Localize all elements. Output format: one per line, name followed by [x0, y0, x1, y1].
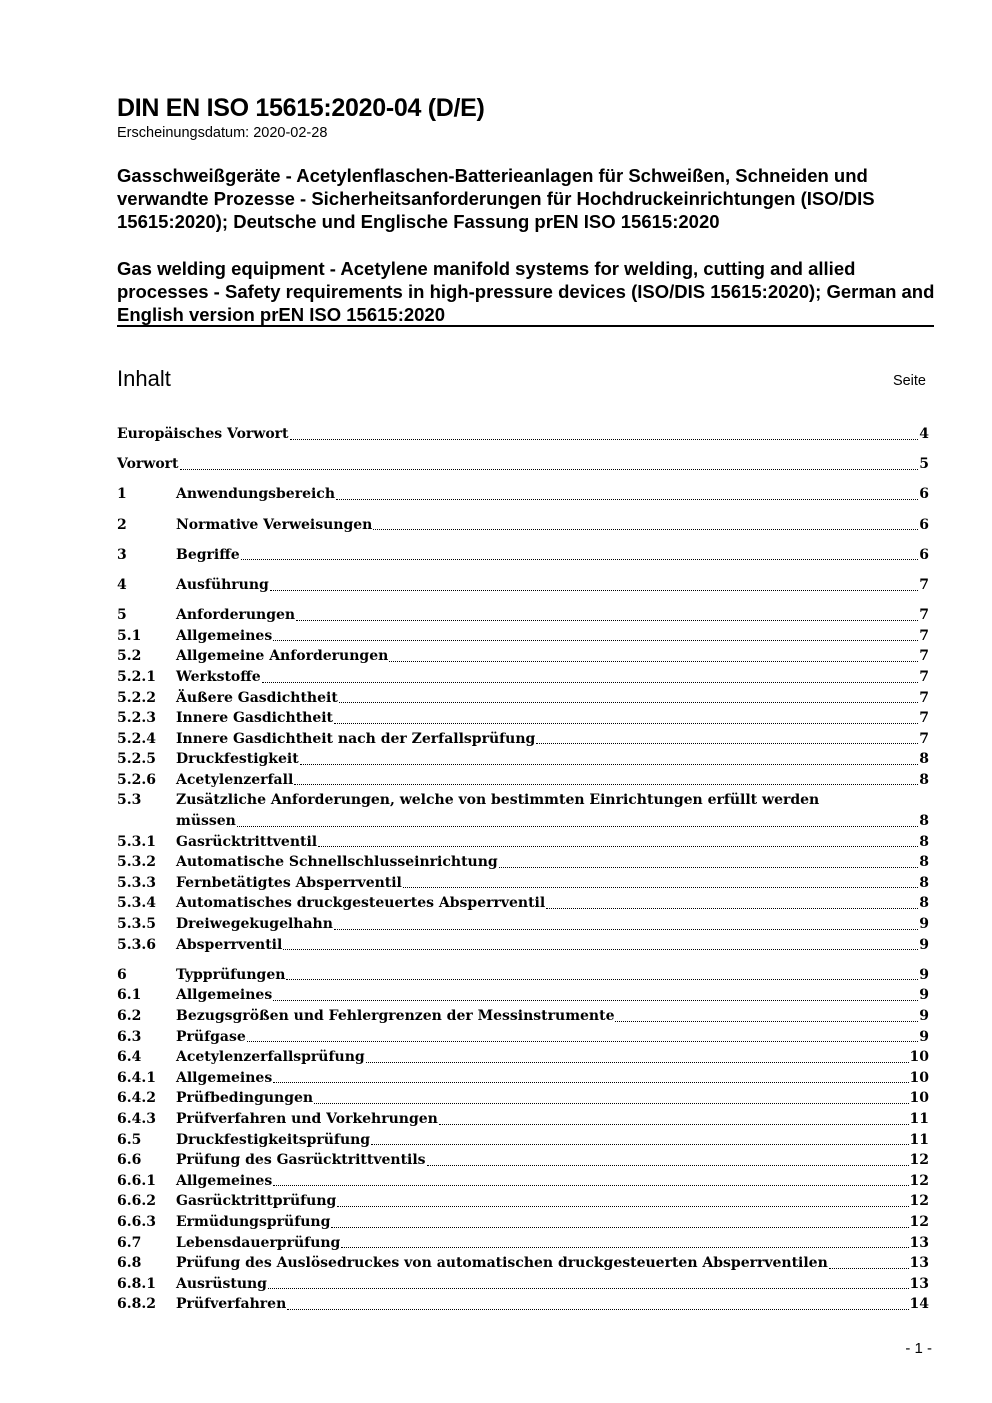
- toc-entry[interactable]: [117, 729, 929, 750]
- toc-entry-label: Automatisches druckgesteuertes Absperrventil: [176, 895, 546, 912]
- toc-leader-dots: [290, 438, 918, 440]
- toc-entry[interactable]: [117, 1109, 929, 1130]
- toc-entry-number: 6.6.1: [117, 1172, 156, 1189]
- toc-entry-label: Allgemeine Anforderungen: [176, 648, 389, 665]
- toc-entry-page: 9: [919, 987, 929, 1004]
- toc-entry-page: 7: [919, 710, 929, 727]
- toc-entry-number: 5.2.3: [117, 710, 156, 727]
- toc-entry-number: 5.3.2: [117, 854, 156, 871]
- toc-entry-page: 7: [919, 668, 929, 685]
- toc-entry[interactable]: [117, 484, 929, 505]
- toc-entry-continuation[interactable]: [117, 811, 929, 832]
- toc-entry[interactable]: [117, 832, 929, 853]
- toc-entry[interactable]: [117, 688, 929, 709]
- toc-entry-page: 8: [919, 751, 929, 768]
- toc-leader-dots: [546, 907, 918, 909]
- toc-entry-label: Druckfestigkeitsprüfung: [176, 1131, 371, 1148]
- toc-heading: Inhalt: [117, 366, 171, 391]
- toc-entry[interactable]: [117, 1150, 929, 1171]
- toc-entry-label: Werkstoffe: [176, 668, 261, 685]
- toc-entry-label: Innere Gasdichtheit: [176, 710, 334, 727]
- toc-entry-number: 5.2.6: [117, 771, 156, 788]
- toc-leader-dots: [439, 1123, 909, 1125]
- toc-entry[interactable]: [117, 575, 929, 596]
- toc-entry[interactable]: [117, 667, 929, 688]
- toc-entry[interactable]: [117, 893, 929, 914]
- toc-entry-label: Anwendungsbereich: [176, 486, 335, 503]
- toc-entry-page: 11: [909, 1131, 929, 1148]
- toc-leader-dots: [337, 1205, 908, 1207]
- toc-entry-number: 6.7: [117, 1234, 142, 1251]
- toc-entry-page: 9: [919, 916, 929, 933]
- toc-entry[interactable]: [117, 790, 929, 811]
- toc-entry[interactable]: [117, 1233, 929, 1254]
- toc-entry[interactable]: [117, 708, 929, 729]
- toc-entry-page: 5: [919, 456, 929, 473]
- toc-leader-dots: [287, 1308, 908, 1310]
- toc-leader-dots: [499, 866, 918, 868]
- toc-entry-page: 12: [909, 1152, 929, 1169]
- toc-entry-label: Automatische Schnellschlusseinrichtung: [176, 854, 498, 871]
- toc-leader-dots: [336, 498, 918, 500]
- toc-entry[interactable]: [117, 1130, 929, 1151]
- toc-entry-page: 12: [909, 1172, 929, 1189]
- toc-entry[interactable]: [117, 1212, 929, 1233]
- toc-leader-dots: [427, 1164, 909, 1166]
- toc-entry-label: Acetylenzerfallsprüfung: [176, 1049, 365, 1066]
- toc-entry-label: Allgemeines: [176, 1172, 273, 1189]
- toc-entry-number: 6.6.2: [117, 1193, 156, 1210]
- toc-entry[interactable]: [117, 1088, 929, 1109]
- toc-leader-dots: [373, 528, 918, 530]
- toc-entry-label: Fernbetätigtes Absperrventil: [176, 874, 402, 891]
- toc-entry-label: Dreiwegekugelhahn: [176, 916, 333, 933]
- toc-entry-number: 6.8.1: [117, 1275, 156, 1292]
- toc-entry-number: 6.4: [117, 1049, 142, 1066]
- toc-entry-page: 11: [909, 1110, 929, 1127]
- toc-entry-label: Vorwort: [117, 456, 179, 473]
- toc-leader-dots: [262, 681, 918, 683]
- toc-entry[interactable]: [117, 965, 929, 986]
- title-english: Gas welding equipment - Acetylene manifold systems for welding, cutting and allied processes - Safety requirements in high-pressure devices (ISO/DIS 15615:2020); German and English version prEN ISO 15615:2020: [117, 258, 935, 325]
- toc-entry-page: 10: [909, 1090, 929, 1107]
- toc-entry-number: 6.6.3: [117, 1213, 156, 1230]
- toc-page-column-label: Seite: [892, 373, 926, 389]
- title-divider: [117, 325, 934, 327]
- toc-entry[interactable]: [117, 1171, 929, 1192]
- toc-entry-number: 6.5: [117, 1131, 142, 1148]
- toc-leader-dots: [334, 928, 918, 930]
- toc-entry-page: 10: [909, 1069, 929, 1086]
- toc-entry[interactable]: [117, 626, 929, 647]
- toc-entry-label: Typprüfungen: [176, 966, 286, 983]
- toc-entry[interactable]: [117, 1191, 929, 1212]
- toc-entry-label: Prüfung des Auslösedruckes von automatischen druckgesteuerten Absperrventilen: [176, 1255, 828, 1272]
- toc-entry[interactable]: [117, 1274, 929, 1295]
- toc-leader-dots: [331, 1226, 908, 1228]
- toc-entry-number: 6.8: [117, 1255, 142, 1272]
- toc-entry[interactable]: [117, 1294, 929, 1315]
- toc-entry-label: Ausführung: [176, 576, 269, 593]
- toc-entry-page: 13: [909, 1255, 929, 1272]
- toc-entry-page: 10: [909, 1049, 929, 1066]
- toc-entry-number: 5.3.5: [117, 916, 156, 933]
- toc-entry-page: 7: [919, 648, 929, 665]
- toc-leader-dots: [389, 660, 918, 662]
- toc-leader-dots: [273, 999, 918, 1001]
- toc-leader-dots: [283, 948, 918, 950]
- toc-entry-label: Äußere Gasdichtheit: [176, 689, 338, 706]
- toc-entry-number: 5.2.2: [117, 689, 156, 706]
- toc-entry-page: 7: [919, 576, 929, 593]
- toc-entry-page: 7: [919, 627, 929, 644]
- toc-entry[interactable]: [117, 1047, 929, 1068]
- toc-leader-dots: [314, 1102, 908, 1104]
- toc-entry-number: 5.3.1: [117, 833, 156, 850]
- toc-entry-page: 7: [919, 730, 929, 747]
- toc-entry-number: 6.6: [117, 1152, 142, 1169]
- toc-entry[interactable]: [117, 1027, 929, 1048]
- toc-entry-page: 12: [909, 1213, 929, 1230]
- toc-leader-dots: [366, 1061, 909, 1063]
- publication-date: Erscheinungsdatum: 2020-02-28: [117, 125, 328, 141]
- toc-entry-label: Gasrücktrittprüfung: [176, 1193, 337, 1210]
- toc-leader-dots: [180, 468, 918, 470]
- toc-leader-dots: [273, 639, 918, 641]
- toc-entry-page: 9: [919, 936, 929, 953]
- toc-entry[interactable]: [117, 914, 929, 935]
- toc-entry-page: 8: [919, 895, 929, 912]
- toc-entry-number: 6.1: [117, 987, 142, 1004]
- toc-leader-dots: [339, 701, 918, 703]
- toc-leader-dots: [237, 825, 918, 827]
- toc-entry-number: 4: [117, 576, 127, 593]
- toc-leader-dots: [273, 1081, 908, 1083]
- toc-entry[interactable]: [117, 1068, 929, 1089]
- toc-entry[interactable]: [117, 935, 929, 956]
- toc-entry-label: Prüfverfahren und Vorkehrungen: [176, 1110, 438, 1127]
- toc-leader-dots: [241, 558, 918, 560]
- toc-entry[interactable]: [117, 515, 929, 536]
- toc-entry-page: 9: [919, 966, 929, 983]
- toc-entry-label: Ausrüstung: [176, 1275, 267, 1292]
- toc-entry-label: Allgemeines: [176, 987, 273, 1004]
- toc-entry-label: Acetylenzerfall: [176, 771, 294, 788]
- toc-leader-dots: [300, 763, 918, 765]
- toc-entry-page: 6: [919, 486, 929, 503]
- toc-entry-number: 6: [117, 966, 127, 983]
- toc-entry-label: Prüfbedingungen: [176, 1090, 314, 1107]
- toc-leader-dots: [273, 1184, 908, 1186]
- toc-entry-number: 5.3.6: [117, 936, 156, 953]
- toc-entry-label: Normative Verweisungen: [176, 516, 373, 533]
- toc-entry-number: 6.4.2: [117, 1090, 156, 1107]
- toc-entry-label: Druckfestigkeit: [176, 751, 299, 768]
- toc-entry[interactable]: [117, 770, 929, 791]
- toc-leader-dots: [294, 783, 918, 785]
- toc-leader-dots: [829, 1267, 909, 1269]
- toc-entry-page: 8: [919, 771, 929, 788]
- toc-entry-page: 6: [919, 516, 929, 533]
- toc-entry-page: 9: [919, 1008, 929, 1024]
- toc-entry-label: Prüfung des Gasrücktrittventils: [176, 1152, 426, 1169]
- toc-entry-number: 5.2: [117, 648, 142, 665]
- toc-entry-number: 5: [117, 607, 127, 624]
- toc-entry-page: 7: [919, 689, 929, 706]
- toc-entry-label: Lebensdauerprüfung: [176, 1234, 341, 1251]
- toc-entry-number: 6.3: [117, 1028, 142, 1045]
- toc-entry-number: 6.2: [117, 1008, 142, 1024]
- toc-leader-dots: [403, 886, 918, 888]
- toc-entry-label: Begriffe: [176, 546, 240, 563]
- toc-entry-label: Bezugsgrößen und Fehlergrenzen der Messinstrumente: [176, 1008, 615, 1024]
- title-german: Gasschweißgeräte - Acetylenflaschen-Batterieanlagen für Schweißen, Schneiden und verwandte Prozesse - Sicherheitsanforderungen für Hochdruckeinrichtungen (ISO/DIS 15615:2020); Deutsche und Englische Fassung prEN ISO 15615:2020: [117, 165, 875, 232]
- toc-entry-page: 8: [919, 874, 929, 891]
- toc-entry-number: 5.3.3: [117, 874, 156, 891]
- toc-entry-number: 5.3: [117, 792, 142, 809]
- toc-entry-number: 6.8.2: [117, 1296, 156, 1313]
- toc-entry-number: 5.3.4: [117, 895, 156, 912]
- toc-entry-label: Gasrücktrittventil: [176, 833, 318, 850]
- toc-entry-label: Anforderungen: [176, 607, 296, 624]
- toc-leader-dots: [536, 742, 918, 744]
- toc-entry-page: 12: [909, 1193, 929, 1210]
- toc-entry[interactable]: [117, 646, 929, 667]
- toc-entry-page: 13: [909, 1234, 929, 1251]
- toc-leader-dots: [318, 845, 918, 847]
- toc-entry-number: 3: [117, 546, 127, 563]
- toc-entry-number: 5.2.4: [117, 730, 156, 747]
- toc-leader-dots: [615, 1020, 918, 1022]
- toc-entry-label: Allgemeines: [176, 1069, 273, 1086]
- toc-entry-label: Allgemeines: [176, 627, 273, 644]
- toc-entry[interactable]: [117, 985, 929, 1006]
- toc-entry[interactable]: [117, 852, 929, 873]
- toc-entry-page: 6: [919, 546, 929, 563]
- toc-entry-page: 8: [919, 833, 929, 850]
- toc-entry-label: Absperrventil: [176, 936, 283, 953]
- toc-entry-label: Prüfgase: [176, 1028, 246, 1045]
- toc-entry-page: 7: [919, 607, 929, 624]
- toc-entry[interactable]: [117, 424, 929, 445]
- footer-page-number: - 1 -: [905, 1340, 932, 1357]
- toc-leader-dots: [296, 619, 918, 621]
- toc-leader-dots: [247, 1040, 918, 1042]
- toc-entry[interactable]: [117, 545, 929, 566]
- toc-leader-dots: [268, 1287, 909, 1289]
- toc-entry-number: 6.4.3: [117, 1110, 156, 1127]
- toc-leader-dots: [270, 589, 918, 591]
- toc-entry-label: Ermüdungsprüfung: [176, 1213, 331, 1230]
- toc-entry-page: 13: [909, 1275, 929, 1292]
- toc-entry-page: 4: [919, 426, 929, 442]
- toc-entry[interactable]: [117, 1006, 929, 1027]
- toc-entry-number: 5.1: [117, 627, 142, 644]
- toc-entry-number: 6.4.1: [117, 1069, 156, 1086]
- toc-entry-label-continuation: müssen: [176, 813, 236, 830]
- toc-entry-page: 8: [919, 854, 929, 871]
- toc-entry-page: 14: [909, 1296, 929, 1313]
- table-of-contents: [117, 424, 929, 1315]
- toc-leader-dots: [371, 1143, 908, 1145]
- toc-entry[interactable]: [117, 873, 929, 894]
- toc-entry-number: 5.2.1: [117, 668, 156, 685]
- toc-entry-label: Prüfverfahren: [176, 1296, 287, 1313]
- toc-entry-label: Innere Gasdichtheit nach der Zerfallsprüfung: [176, 730, 536, 747]
- toc-entry[interactable]: [117, 454, 929, 475]
- toc-leader-dots: [286, 978, 918, 980]
- toc-entry[interactable]: [117, 749, 929, 770]
- toc-entry[interactable]: [117, 605, 929, 626]
- toc-entry-number: 2: [117, 516, 127, 533]
- toc-leader-dots: [341, 1246, 908, 1248]
- toc-entry-label: Europäisches Vorwort: [117, 426, 289, 442]
- toc-entry-number: 5.2.5: [117, 751, 156, 768]
- toc-entry-number: 1: [117, 486, 127, 503]
- toc-entry-page: 9: [919, 1028, 929, 1045]
- document-title: DIN EN ISO 15615:2020-04 (D/E): [117, 94, 485, 122]
- toc-entry-page: 8: [919, 813, 929, 830]
- toc-leader-dots: [334, 722, 918, 724]
- toc-entry[interactable]: [117, 1253, 929, 1274]
- toc-entry-label: Zusätzliche Anforderungen, welche von bestimmten Einrichtungen erfüllt werden: [176, 792, 820, 809]
